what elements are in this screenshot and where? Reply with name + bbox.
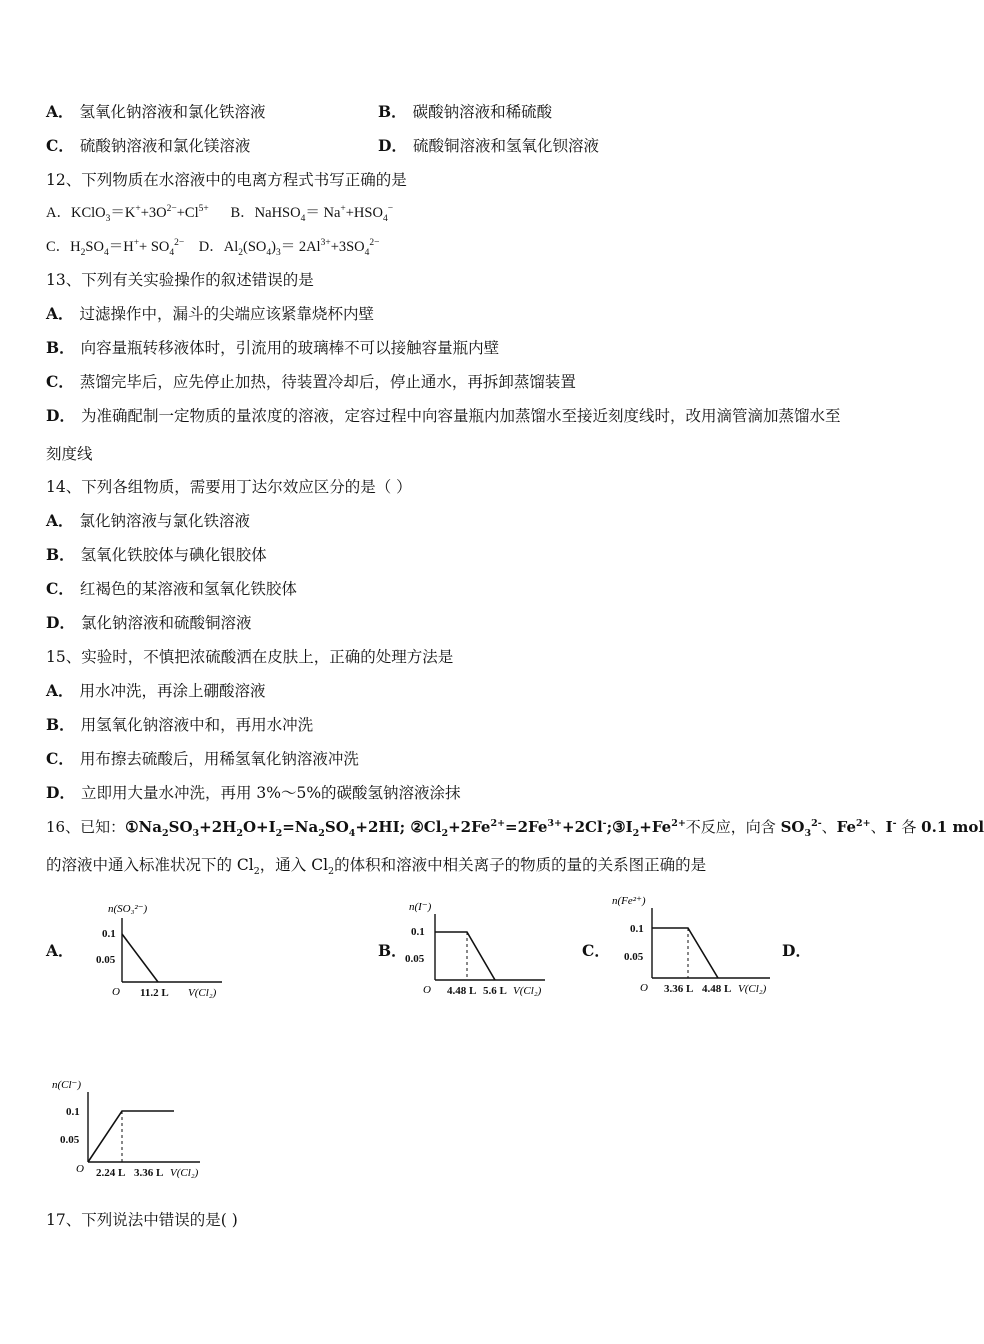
option-text: 硫酸铜溶液和氢氧化钡溶液 [412, 137, 599, 155]
origin-label: O [112, 986, 120, 998]
y-tick-0.05: 0.05 [624, 951, 644, 963]
y-axis-label: n(I⁻) [409, 901, 432, 913]
y-tick-0.05: 0.05 [405, 953, 425, 965]
q11-option-c [46, 135, 250, 157]
origin-label: O [423, 984, 431, 996]
option-text: 立即用大量水冲洗，再用 3%～5%的碳酸氢钠溶液涂抹 [80, 784, 461, 802]
x-axis-label: V(Cl₂) [170, 1167, 199, 1179]
q11-option-d [378, 135, 599, 157]
q15-option-c [46, 748, 359, 770]
option-letter: B． [46, 338, 75, 357]
graph-c [610, 890, 780, 1000]
option-letter: C． [46, 579, 74, 598]
q16-num: 16、已知： [46, 818, 126, 836]
option-text: 氯化钠溶液与氯化铁溶液 [79, 512, 251, 530]
option-letter: A． [46, 102, 74, 121]
q13-option-d [46, 405, 840, 427]
option-letter: D． [378, 136, 407, 155]
graph-b [405, 896, 555, 1004]
option-letter: A． [46, 681, 74, 700]
option-letter: D． [46, 613, 75, 632]
x-axis-label: V(Cl₂) [188, 987, 217, 999]
option-letter: D． [46, 406, 75, 425]
q13-option-c [46, 371, 576, 393]
x-tick-3.36: 3.36 L [664, 983, 694, 995]
q13-option-d-cont: 刻度线 [46, 445, 93, 463]
option-letter: B． [46, 545, 75, 564]
option-letter: D． [198, 239, 224, 255]
x-tick-5.6: 5.6 L [483, 985, 507, 997]
option-text: 向容量瓶转移液体时，引流用的玻璃棒不可以接触容量瓶内壁 [80, 339, 500, 357]
q16-stem-line2: 的溶液中通入标准状况下的 $Cl_2$，通入 $Cl_2$的体积和溶液中相关离子的物质的量的关系图正确的是 [46, 856, 707, 878]
option-text: 硫酸钠溶液和氯化镁溶液 [79, 137, 251, 155]
x-tick-3.36: 3.36 L [134, 1167, 164, 1179]
option-text: 用布擦去硫酸后，用稀氢氧化钠溶液冲洗 [79, 750, 359, 768]
series-line [122, 934, 158, 982]
q16-stem: 16、已知：$①Na_2SO_3+2H_2O+I_2=Na_2SO_4+2HI$; $②Cl_2+2Fe^{2+}=2Fe^{3+}+2Cl^-;③I_2+Fe^{2+}$不反应，向含 $SO_3^{2-}$、$Fe^{2+}$、I- 各 0.1 mol [46, 818, 984, 839]
q15-option-d [46, 782, 461, 804]
q15-option-a [46, 680, 266, 702]
option-letter: B． [378, 102, 407, 121]
graph-letter-d: D． [782, 941, 811, 960]
y-tick-0.1: 0.1 [630, 923, 644, 935]
option-letter: A． [46, 511, 74, 530]
q16-text-c: 的体积和溶液中相关离子的物质的量的关系图正确的是 [334, 856, 707, 874]
option-text: 为准确配制一定物质的量浓度的溶液，定容过程中向容量瓶内加蒸馏水至接近刻度线时，改用滴管滴加蒸馏水至 [80, 407, 841, 425]
y-axis-label: n(Fe²⁺) [612, 895, 646, 907]
q12-stem: 12、下列物质在水溶液中的电离方程式书写正确的是 [46, 171, 407, 189]
option-letter: D． [46, 783, 75, 802]
graph-d [50, 1074, 215, 1186]
y-tick-0.1: 0.1 [411, 926, 425, 938]
option-text: 过滤操作中，漏斗的尖端应该紧靠烧杯内壁 [79, 305, 375, 323]
graph-a [96, 898, 232, 1006]
option-letter: C． [46, 136, 74, 155]
y-axis-label: n(Cl⁻) [52, 1079, 82, 1091]
x-axis-label: V(Cl₂) [738, 983, 767, 995]
graph-letter-c: C． [582, 941, 610, 960]
y-tick-0.1: 0.1 [66, 1106, 80, 1118]
option-letter: C． [46, 239, 71, 255]
q13-stem: 13、下列有关实验操作的叙述错误的是 [46, 271, 314, 289]
y-tick-0.05: 0.05 [96, 954, 116, 966]
q13-option-b [46, 337, 499, 359]
q14-option-d [46, 612, 251, 634]
x-tick-2.24: 2.24 L [96, 1167, 126, 1179]
q14-option-a [46, 510, 250, 532]
option-letter: A． [46, 304, 74, 323]
x-tick-4.48: 4.48 L [447, 985, 477, 997]
q16-text-b: ，通入 Cl [259, 856, 329, 874]
q17-stem: 17、下列说法中错误的是( ) [46, 1211, 238, 1229]
q14-option-c [46, 578, 297, 600]
option-letter: B． [230, 205, 255, 221]
option-text: 蒸馏完毕后，应先停止加热，待装置冷却后，停止通水，再拆卸蒸馏装置 [79, 373, 576, 391]
origin-label: O [640, 982, 648, 994]
y-tick-0.05: 0.05 [60, 1134, 80, 1146]
option-letter: A． [46, 205, 71, 221]
option-text: 红褐色的某溶液和氢氧化铁胶体 [79, 580, 297, 598]
option-text: 氢氧化钠溶液和氯化铁溶液 [79, 103, 266, 121]
q12-options-cd: C．$H_2SO_4=H^++ SO_4^{2-}$ D．$Al_2(SO_4)_3= 2Al^{3+}+3SO_4^{2-}$ [46, 238, 380, 258]
q14-stem: 14、下列各组物质，需要用丁达尔效应区分的是（ ） [46, 478, 412, 496]
option-letter: C． [46, 749, 74, 768]
q11-option-b [378, 101, 552, 123]
y-tick-0.1: 0.1 [102, 928, 116, 940]
series-line [435, 932, 495, 980]
q14-option-b [46, 544, 267, 566]
y-axis-label: n(SO₃²⁻) [108, 903, 148, 915]
graph-letter-a: A． [46, 941, 74, 960]
q13-option-a [46, 303, 374, 325]
option-text: 氢氧化铁胶体与碘化银胶体 [80, 546, 267, 564]
option-text: 氯化钠溶液和硫酸铜溶液 [80, 614, 252, 632]
option-text: 用水冲洗，再涂上硼酸溶液 [79, 682, 266, 700]
origin-label: O [76, 1163, 84, 1175]
x-tick-4.48: 4.48 L [702, 983, 732, 995]
option-text: 碳酸钠溶液和稀硫酸 [412, 103, 553, 121]
series-line [88, 1111, 174, 1162]
x-axis-label: V(Cl₂) [513, 985, 542, 997]
q15-stem: 15、实验时，不慎把浓硫酸洒在皮肤上，正确的处理方法是 [46, 648, 454, 666]
option-letter: B． [46, 715, 75, 734]
option-letter: C． [46, 372, 74, 391]
x-tick-11.2: 11.2 L [140, 987, 169, 999]
q11-option-a [46, 101, 266, 123]
graph-letter-b: B． [378, 941, 407, 960]
option-text: 用氢氧化钠溶液中和，再用水冲洗 [80, 716, 314, 734]
q16-text-a: 的溶液中通入标准状况下的 Cl [46, 856, 254, 874]
q15-option-b [46, 714, 313, 736]
series-line [652, 928, 718, 978]
q12-options-ab: A．$KClO_3=K^++3O^{2-}+Cl^{5+}$ B．NaHSO$_4$＝ $Na^++HSO_4^-$ [46, 204, 394, 224]
